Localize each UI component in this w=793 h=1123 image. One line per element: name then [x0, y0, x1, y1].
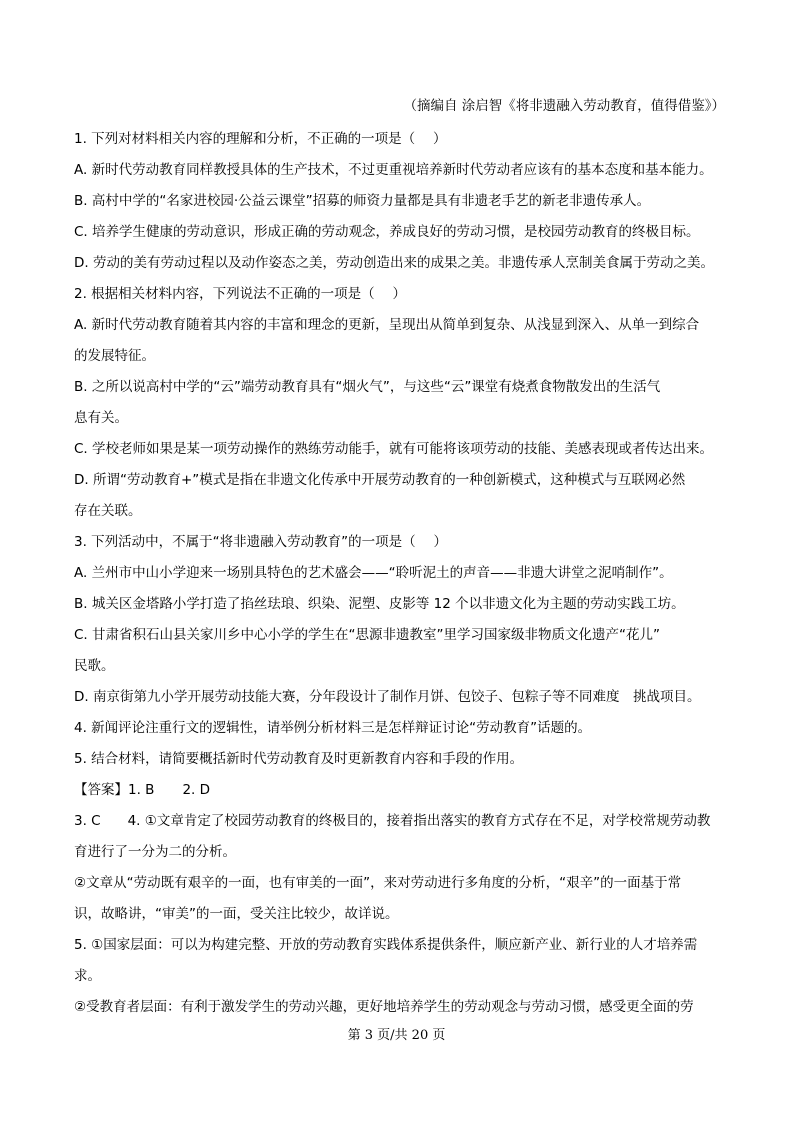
q2-option-b-cont: 息有关。 — [74, 410, 128, 426]
answer-5-point-1: 5. ①国家层面：可以为构建完整、开放的劳动教育实践体系提供条件，顺应新产业、新行业的人才培养需 — [74, 937, 698, 953]
answer-tag: 【答案】 — [74, 782, 128, 798]
answer-1: 1. B — [128, 782, 155, 798]
answer-5-point-1-cont: 求。 — [74, 968, 101, 984]
q2-option-d: D. 所谓“劳动教育+”模式是指在非遗文化传承中开展劳动教育的一种创新模式，这种模式与互联网必然 — [74, 472, 686, 488]
q2-option-a: A. 新时代劳动教育随着其内容的丰富和理念的更新，呈现出从简单到复杂、从浅显到深入、从单一到综合 — [74, 317, 700, 333]
answer-4-cont: 育进行了一分为二的分析。 — [74, 844, 236, 860]
q3-option-a: A. 兰州市中山小学迎来一场别具特色的艺术盛会——“聆听泥土的声音——非遗大讲堂之泥哨制作”。 — [74, 565, 673, 581]
answer-2: 2. D — [182, 782, 211, 798]
q1-option-d: D. 劳动的美有劳动过程以及动作姿态之美，劳动创造出来的成果之美。非遗传承人烹制美食属于劳动之美。 — [74, 255, 714, 271]
q2-option-a-cont: 的发展特征。 — [74, 348, 155, 364]
question-3-stem: 3. 下列活动中，不属于“将非遗融入劳动教育”的一项是（ ） — [74, 534, 447, 550]
answer-4-point-2: ②文章从“劳动既有艰辛的一面，也有审美的一面”，来对劳动进行多角度的分析，“艰辛”的一面基于常 — [74, 875, 682, 891]
q3-option-d: D. 南京街第九小学开展劳动技能大赛，分年段设计了制作月饼、包饺子、包粽子等不同难度 挑战项目。 — [74, 689, 701, 705]
q2-option-d-cont: 存在关联。 — [74, 503, 142, 519]
source-note: （摘编自 涂启智《将非遗融入劳动教育，值得借鉴》） — [403, 98, 725, 114]
answer-5-point-2: ②受教育者层面：有利于激发学生的劳动兴趣，更好地培养学生的劳动观念与劳动习惯，感受更全面的劳 — [74, 999, 694, 1015]
q1-option-a: A. 新时代劳动教育同样教授具体的生产技术，不过更重视培养新时代劳动者应该有的基本态度和基本能力。 — [74, 162, 713, 178]
q1-option-b: B. 高村中学的“名家进校园·公益云课堂”招募的师资力量都是具有非遗老手艺的新老非遗传承人。 — [74, 193, 651, 209]
q3-option-c-cont: 民歌。 — [74, 658, 115, 674]
answer-4-point-2-cont: 识，故略讲，“审美”的一面，受关注比较少，故详说。 — [74, 906, 399, 922]
page-footer: 第 3 页/共 20 页 — [347, 1028, 446, 1043]
q1-option-c: C. 培养学生健康的劳动意识，形成正确的劳动观念，养成良好的劳动习惯，是校园劳动教育的终极目标。 — [74, 224, 700, 240]
question-4-stem: 4. 新闻评论注重行文的逻辑性，请举例分析材料三是怎样辩证讨论“劳动教育”话题的。 — [74, 720, 592, 736]
q3-option-b: B. 城关区金塔路小学打造了掐丝珐琅、织染、泥塑、皮影等 12 个以非遗文化为主题的劳动实践工坊。 — [74, 596, 685, 612]
q3-option-c: C. 甘肃省积石山县关家川乡中心小学的学生在“思源非遗教室”里学习国家级非物质文化遗产“花儿” — [74, 627, 660, 643]
question-5-stem: 5. 结合材料，请简要概括新时代劳动教育及时更新教育内容和手段的作用。 — [74, 751, 524, 767]
question-1-stem: 1. 下列对材料相关内容的理解和分析，不正确的一项是（ ） — [74, 131, 447, 147]
answer-line-1 — [74, 775, 734, 806]
q2-option-c: C. 学校老师如果是某一项劳动操作的熟练劳动能手，就有可能将该项劳动的技能、美感表现或者传达出来。 — [74, 441, 714, 457]
question-2-stem: 2. 根据相关材料内容，下列说法不正确的一项是（ ） — [74, 286, 406, 302]
answer-3-4: 3. C 4. ①文章肯定了校园劳动教育的终极目的，接着指出落实的教育方式存在不足，对学校常规劳动教 — [74, 813, 711, 829]
question-content — [74, 124, 734, 1023]
q2-option-b: B. 之所以说高村中学的“云”端劳动教育具有“烟火气”，与这些“云”课堂有烧煮食物散发出的生活气 — [74, 379, 661, 395]
